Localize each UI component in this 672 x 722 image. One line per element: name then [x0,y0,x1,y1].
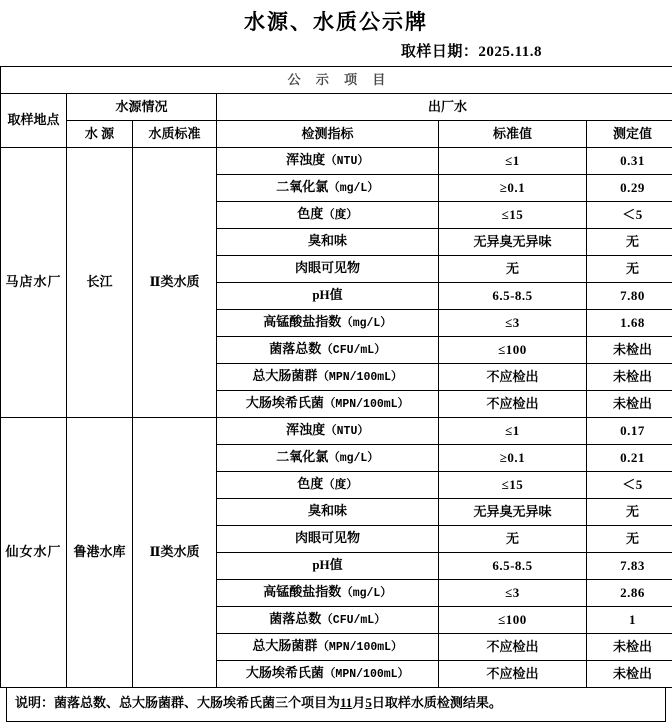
measured-value: 无 [587,499,672,526]
measured-value: 0.31 [587,148,672,175]
plant-source: 长江 [67,148,133,418]
plant-standard: Ⅱ类水质 [133,148,217,418]
test-item: 臭和味 [217,499,439,526]
measured-value: 未检出 [587,337,672,364]
standard-value: ≤1 [439,148,587,175]
standard-value: 不应检出 [439,364,587,391]
sample-date: 取样日期：2025.11.8 [0,40,672,66]
measured-value: 0.29 [587,175,672,202]
plant-name: 仙女水厂 [1,418,67,688]
table-row [1,148,672,175]
table-band-row [1,67,672,94]
test-item: 浑浊度（NTU） [217,148,439,175]
water-quality-table [0,66,672,688]
standard-value: ≤100 [439,337,587,364]
test-item: 菌落总数（CFU/mL） [217,337,439,364]
standard-value: ≤1 [439,418,587,445]
note-day-unit: 日 [372,695,385,710]
measured-value: 0.21 [587,445,672,472]
standard-value: ≥0.1 [439,175,587,202]
header-outlet-water: 出厂水 [217,94,672,121]
standard-value: 无异臭无异味 [439,229,587,256]
measured-value: 无 [587,256,672,283]
test-item: 总大肠菌群（MPN/100mL） [217,634,439,661]
note-prefix: 说明：菌落总数、总大肠菌群、大肠埃希氏菌三个项目为 [15,695,340,710]
measured-value: 未检出 [587,391,672,418]
measured-value: 2.86 [587,580,672,607]
standard-value: 不应检出 [439,661,587,688]
standard-value: ≤3 [439,580,587,607]
note-month-unit: 月 [352,695,365,710]
test-item: 总大肠菌群（MPN/100mL） [217,364,439,391]
test-item: pH值 [217,283,439,310]
standard-value: 6.5-8.5 [439,283,587,310]
measured-value: 未检出 [587,364,672,391]
page-title: 水源、水质公示牌 [0,0,672,40]
plant-standard: Ⅱ类水质 [133,418,217,688]
header-source-status: 水源情况 [67,94,217,121]
test-item: pH值 [217,553,439,580]
header-test-item: 检测指标 [217,121,439,148]
test-item: 臭和味 [217,229,439,256]
header-location: 取样地点 [1,94,67,148]
measured-value: 无 [587,229,672,256]
standard-value: 不应检出 [439,391,587,418]
header-standard-value: 标准值 [439,121,587,148]
measured-value: 未检出 [587,634,672,661]
test-item: 大肠埃希氏菌（MPN/100mL） [217,391,439,418]
standard-value: 无 [439,256,587,283]
header-source: 水 源 [67,121,133,148]
test-item: 大肠埃希氏菌（MPN/100mL） [217,661,439,688]
header-water-standard: 水质标准 [133,121,217,148]
standard-value: ≤15 [439,472,587,499]
measured-value: 1 [587,607,672,634]
test-item: 二氧化氯（mg/L） [217,175,439,202]
standard-value: 6.5-8.5 [439,553,587,580]
measured-value: 无 [587,526,672,553]
standard-value: 无异臭无异味 [439,499,587,526]
test-item: 肉眼可见物 [217,256,439,283]
table-header-row-1 [1,94,672,121]
measured-value: 7.83 [587,553,672,580]
note-text [6,688,666,722]
measured-value: 7.80 [587,283,672,310]
standard-value: 不应检出 [439,634,587,661]
measured-value: ＜5 [587,202,672,229]
standard-value: ≥0.1 [439,445,587,472]
note-month: 11 [340,695,352,710]
test-item: 浑浊度（NTU） [217,418,439,445]
standard-value: ≤3 [439,310,587,337]
test-item: 色度（度） [217,202,439,229]
measured-value: 未检出 [587,661,672,688]
band-label: 公 示 项 目 [1,67,672,94]
standard-value: 无 [439,526,587,553]
table-row [1,418,672,445]
test-item: 高锰酸盐指数（mg/L） [217,580,439,607]
standard-value: ≤100 [439,607,587,634]
measured-value: 0.17 [587,418,672,445]
test-item: 色度（度） [217,472,439,499]
measured-value: 1.68 [587,310,672,337]
test-item: 菌落总数（CFU/mL） [217,607,439,634]
header-measured-value: 测定值 [587,121,672,148]
plant-name: 马店水厂 [1,148,67,418]
note-suffix: 取样水质检测结果。 [385,695,502,710]
measured-value: ＜5 [587,472,672,499]
note-day: 5 [365,695,372,710]
test-item: 肉眼可见物 [217,526,439,553]
plant-source: 鲁港水库 [67,418,133,688]
table-header-row-2 [1,121,672,148]
test-item: 高锰酸盐指数（mg/L） [217,310,439,337]
standard-value: ≤15 [439,202,587,229]
test-item: 二氧化氯（mg/L） [217,445,439,472]
